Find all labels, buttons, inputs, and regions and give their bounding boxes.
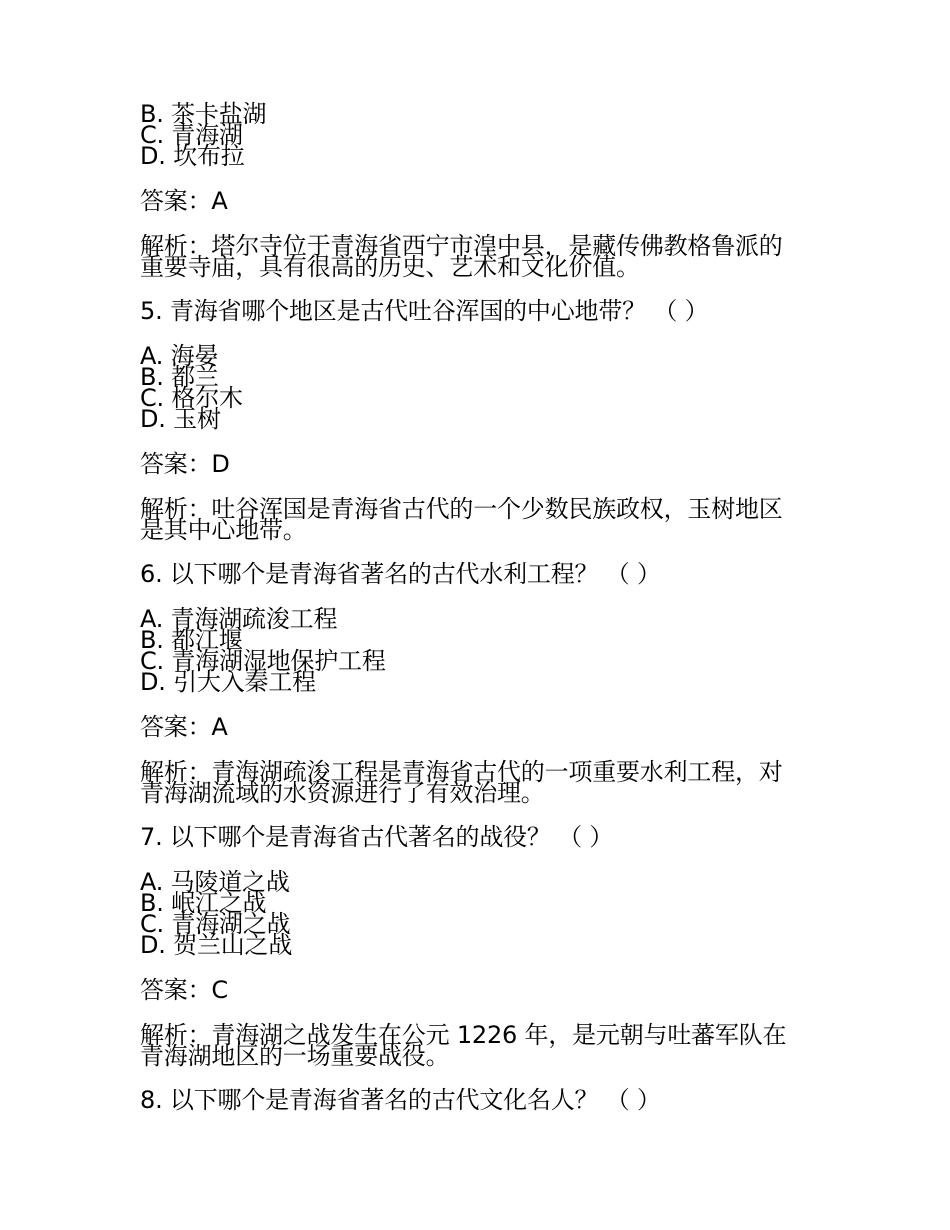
analysis-line-1: 解析：青海湖之战发生在公元 1226 年，是元朝与吐蕃军队在: [140, 1021, 787, 1049]
option-b: B. 茶卡盐湖: [140, 100, 267, 128]
option-c: C. 青海湖: [140, 121, 243, 149]
option-a: A. 海晏: [140, 342, 219, 370]
option-b: B. 都江堰: [140, 626, 243, 654]
option-b: B. 岷江之战: [140, 889, 267, 917]
question-6: 6. 以下哪个是青海省著名的古代水利工程？ （ ）: [140, 560, 661, 588]
option-d: D. 坎布拉: [140, 142, 245, 170]
option-d: D. 玉树: [140, 405, 221, 433]
option-c: C. 青海湖湿地保护工程: [140, 647, 386, 675]
option-b: B. 都兰: [140, 363, 219, 391]
option-d: D. 贺兰山之战: [140, 931, 293, 959]
document-page: [140, 100, 830, 1114]
option-d: D. 引大入秦工程: [140, 668, 316, 696]
analysis-line-1: 解析：吐谷浑国是青海省古代的一个少数民族政权，玉树地区: [140, 495, 783, 523]
option-a: A. 马陵道之战: [140, 868, 290, 896]
option-c: C. 格尔木: [140, 384, 243, 412]
analysis-line-2: 青海湖流域的水资源进行了有效治理。: [140, 779, 545, 807]
answer: 答案：C: [140, 976, 228, 1004]
analysis-line-2: 青海湖地区的一场重要战役。: [140, 1042, 450, 1070]
question-8: 8. 以下哪个是青海省著名的古代文化名人？ （ ）: [140, 1086, 661, 1114]
analysis-line-1: 解析：塔尔寺位于青海省西宁市湟中县，是藏传佛教格鲁派的: [140, 232, 783, 260]
analysis-line-2: 重要寺庙，具有很高的历史、艺术和文化价值。: [140, 253, 640, 281]
answer: 答案：D: [140, 450, 230, 478]
analysis-line-2: 是其中心地带。: [140, 516, 307, 544]
answer: 答案：A: [140, 187, 228, 215]
question-7: 7. 以下哪个是青海省古代著名的战役？ （ ）: [140, 823, 614, 851]
option-c: C. 青海湖之战: [140, 910, 291, 938]
question-5: 5. 青海省哪个地区是古代吐谷浑国的中心地带？ （ ）: [140, 297, 709, 325]
analysis-line-1: 解析：青海湖疏浚工程是青海省古代的一项重要水利工程，对: [140, 758, 783, 786]
answer: 答案：A: [140, 713, 228, 741]
option-a: A. 青海湖疏浚工程: [140, 605, 338, 633]
